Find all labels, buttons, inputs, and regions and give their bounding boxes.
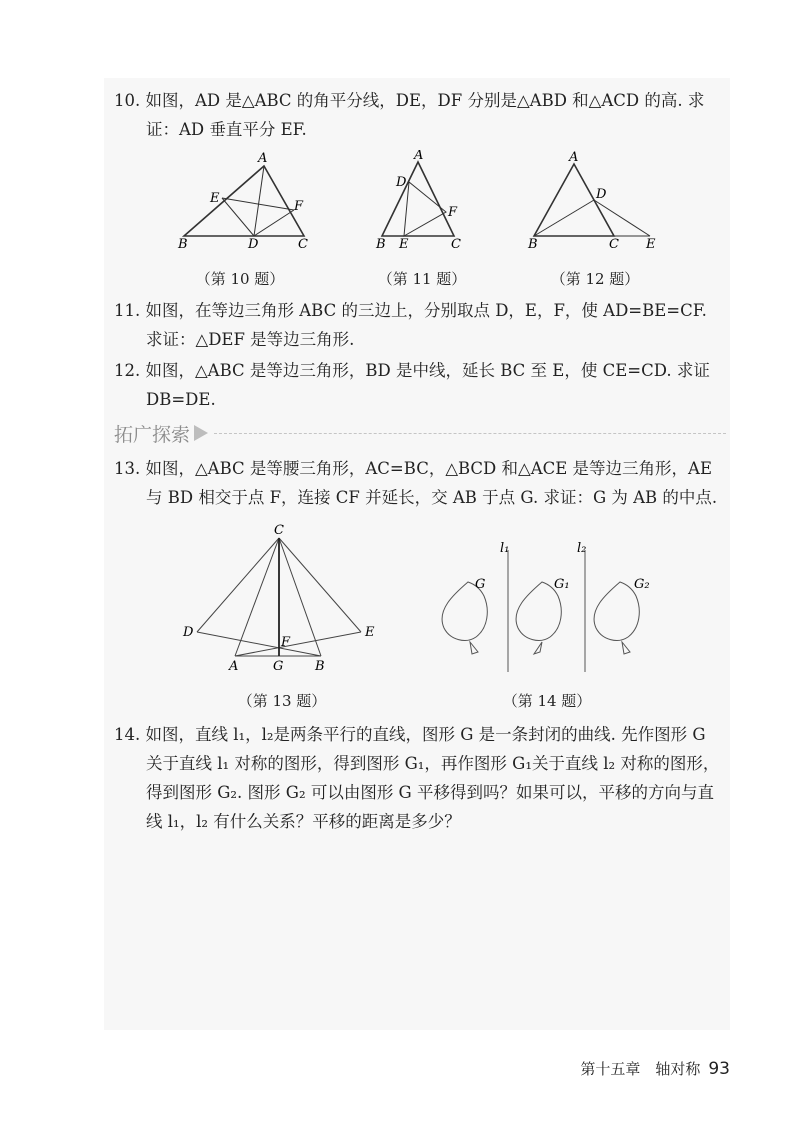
fig14-label-g: G bbox=[475, 577, 486, 592]
fig11-label-e: E bbox=[399, 237, 409, 250]
fig13-ce bbox=[279, 538, 361, 632]
fig12-label-b: B bbox=[528, 237, 538, 250]
problem-11-line1: 11. 如图，在等边三角形 ABC 的三边上，分别取点 D，E，F，使 AD=BE=CF. bbox=[114, 301, 707, 320]
problem-14-line1: 14. 如图，直线 l₁，l₂是两条平行的直线，图形 G 是一条封闭的曲线. 先作图形 G bbox=[114, 725, 706, 744]
problem-13 bbox=[114, 454, 726, 512]
fig13-label-c: C bbox=[274, 523, 284, 538]
figure-14 bbox=[430, 538, 660, 678]
fig12-label-d: D bbox=[596, 187, 607, 202]
fig13-cd bbox=[197, 538, 279, 632]
fig10-label-e: E bbox=[210, 191, 220, 206]
fig10-label-a: A bbox=[258, 151, 268, 166]
play-arrow-icon bbox=[194, 425, 208, 441]
problem-12-line2: DB=DE. bbox=[146, 390, 216, 409]
fig10-label-b: B bbox=[178, 237, 188, 250]
fig10-triangle-abc bbox=[184, 166, 304, 236]
caption-fig12: （第 12 题） bbox=[550, 270, 640, 288]
page-footer bbox=[580, 1058, 730, 1079]
fig10-ad bbox=[254, 166, 264, 236]
fig11-label-f: F bbox=[448, 205, 458, 220]
fig11-label-d: D bbox=[396, 175, 407, 190]
fig11-label-b: B bbox=[376, 237, 386, 250]
figure-10 bbox=[170, 150, 320, 250]
fig11-triangle-abc bbox=[382, 162, 454, 236]
problem-10 bbox=[114, 86, 726, 144]
fig13-label-g: G bbox=[273, 659, 284, 674]
problem-13-line2: 与 BD 相交于点 F，连接 CF 并延长，交 AB 于点 G. 求证：G 为 AB 的中点. bbox=[146, 488, 718, 507]
problem-13-line1: 13. 如图，△ABC 是等腰三角形，AC=BC，△BCD 和△ACE 是等边三角形，AE bbox=[114, 459, 713, 478]
fig12-bd bbox=[534, 200, 594, 236]
caption-fig13: （第 13 题） bbox=[237, 692, 327, 710]
fig14-leaf-g2-stem bbox=[622, 642, 630, 654]
problem-11-line2: 求证：△DEF 是等边三角形. bbox=[146, 330, 355, 349]
fig10-label-d: D bbox=[248, 237, 259, 250]
fig13-label-d: D bbox=[183, 625, 194, 640]
figure-11 bbox=[372, 150, 472, 250]
fig12-de bbox=[594, 200, 650, 236]
caption-fig14: （第 14 题） bbox=[502, 692, 592, 710]
problem-14 bbox=[114, 720, 726, 836]
section-heading bbox=[114, 420, 726, 446]
caption-fig11: （第 11 题） bbox=[377, 270, 467, 288]
fig10-df bbox=[254, 210, 294, 236]
chapter-title: 第十五章 轴对称 bbox=[580, 1060, 701, 1078]
fig13-label-f: F bbox=[281, 635, 291, 650]
fig13-label-e: E bbox=[365, 625, 375, 640]
problem-10-line1: 10. 如图，AD 是△ABC 的角平分线，DE，DF 分别是△ABD 和△ACD 的高. 求 bbox=[114, 91, 705, 110]
fig13-label-b: B bbox=[315, 659, 325, 674]
fig14-leaf-g2 bbox=[594, 582, 639, 640]
problem-14-line3: 得到图形 G₂. 图形 G₂ 可以由图形 G 平移得到吗？如果可以，平移的方向与直 bbox=[146, 783, 714, 802]
fig11-triangle-def bbox=[404, 182, 446, 236]
figure-12 bbox=[520, 150, 670, 250]
fig12-label-c: C bbox=[609, 237, 619, 250]
fig13-ea bbox=[235, 632, 361, 656]
page-number: 93 bbox=[708, 1059, 730, 1079]
problem-11 bbox=[114, 296, 726, 354]
fig14-leaf-g1-stem bbox=[534, 642, 542, 654]
fig12-label-a: A bbox=[569, 150, 579, 165]
section-title: 拓广探索 bbox=[114, 424, 191, 446]
caption-fig10: （第 10 题） bbox=[195, 270, 285, 288]
fig14-label-l1: l₁ bbox=[500, 541, 510, 556]
fig14-label-g2: G₂ bbox=[634, 577, 650, 592]
problem-12-line1: 12. 如图，△ABC 是等边三角形，BD 是中线，延长 BC 至 E，使 CE=CD. 求证 bbox=[114, 361, 710, 380]
fig13-label-a: A bbox=[229, 659, 239, 674]
problem-12 bbox=[114, 356, 726, 414]
fig12-label-e: E bbox=[646, 237, 656, 250]
fig10-label-c: C bbox=[298, 237, 308, 250]
fig13-ca bbox=[235, 538, 279, 656]
problem-10-line2: 证：AD 垂直平分 EF. bbox=[146, 120, 307, 139]
figure-13 bbox=[175, 522, 385, 682]
fig11-label-c: C bbox=[451, 237, 461, 250]
fig13-db bbox=[197, 632, 321, 656]
problem-14-line4: 线 l₁，l₂ 有什么关系？平移的距离是多少？ bbox=[146, 812, 461, 831]
fig10-de bbox=[222, 198, 254, 236]
fig14-label-l2: l₂ bbox=[577, 541, 587, 556]
fig14-label-g1: G₁ bbox=[554, 577, 570, 592]
fig14-leaf-g-stem bbox=[470, 642, 478, 654]
fig10-label-f: F bbox=[294, 199, 304, 214]
section-divider bbox=[214, 433, 726, 434]
problem-14-line2: 关于直线 l₁ 对称的图形，得到图形 G₁，再作图形 G₁关于直线 l₂ 对称的图形， bbox=[146, 754, 720, 773]
fig11-label-a: A bbox=[414, 150, 424, 163]
